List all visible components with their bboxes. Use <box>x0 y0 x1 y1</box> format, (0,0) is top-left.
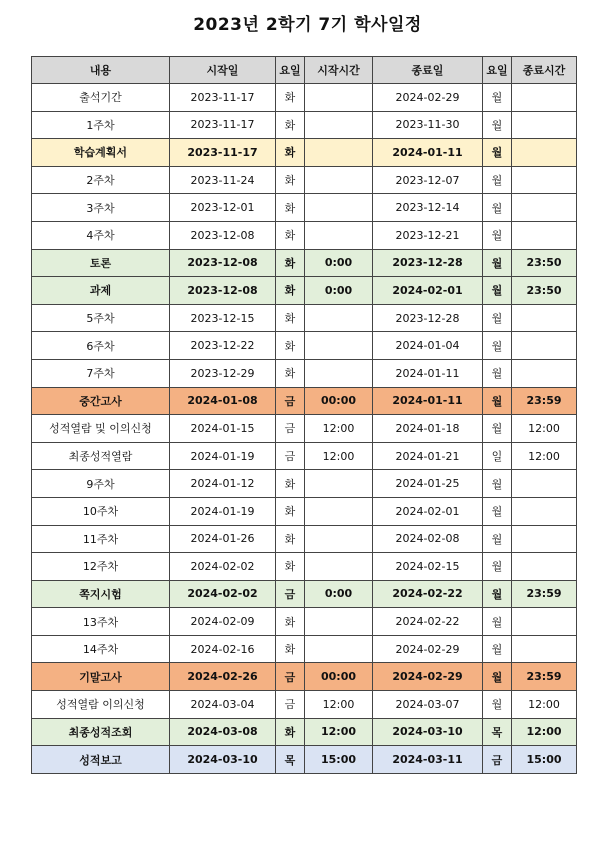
table-row <box>32 635 577 663</box>
cell-end-day: 월 <box>483 663 512 691</box>
cell-content: 3주차 <box>32 194 170 222</box>
header-start-day: 요일 <box>276 57 305 84</box>
table-row <box>32 470 577 498</box>
cell-start-day: 금 <box>276 415 305 443</box>
page-title: 2023년 2학기 7기 학사일정 <box>193 15 422 35</box>
cell-end-date: 2023-12-07 <box>373 166 483 194</box>
cell-start-day: 금 <box>276 691 305 719</box>
cell-content: 5주차 <box>32 304 170 332</box>
table-row <box>32 718 577 746</box>
cell-content: 4주차 <box>32 221 170 249</box>
cell-start-time <box>305 635 373 663</box>
cell-end-date: 2023-12-14 <box>373 194 483 222</box>
cell-start-time <box>305 111 373 139</box>
cell-end-day: 월 <box>483 277 512 305</box>
cell-end-time <box>512 525 577 553</box>
cell-end-day: 목 <box>483 718 512 746</box>
table-row <box>32 691 577 719</box>
cell-content: 중간고사 <box>32 387 170 415</box>
header-content: 내용 <box>32 57 170 84</box>
cell-end-date: 2023-12-28 <box>373 304 483 332</box>
cell-end-date: 2024-02-22 <box>373 580 483 608</box>
cell-end-date: 2024-02-29 <box>373 635 483 663</box>
cell-start-date: 2024-03-10 <box>170 746 276 774</box>
table-row <box>32 359 577 387</box>
cell-start-day: 화 <box>276 359 305 387</box>
cell-content: 성적보고 <box>32 746 170 774</box>
cell-content: 12주차 <box>32 553 170 581</box>
cell-end-day: 월 <box>483 359 512 387</box>
cell-content: 쪽지시험 <box>32 580 170 608</box>
cell-start-date: 2024-01-19 <box>170 442 276 470</box>
cell-start-day: 화 <box>276 608 305 636</box>
table-row <box>32 84 577 112</box>
cell-start-time: 12:00 <box>305 718 373 746</box>
cell-end-time <box>512 497 577 525</box>
cell-start-day: 화 <box>276 525 305 553</box>
cell-start-day: 화 <box>276 635 305 663</box>
table-row <box>32 249 577 277</box>
cell-start-day: 화 <box>276 497 305 525</box>
cell-start-day: 화 <box>276 139 305 167</box>
table-row <box>32 580 577 608</box>
cell-start-day: 화 <box>276 277 305 305</box>
cell-end-time: 23:50 <box>512 249 577 277</box>
cell-end-time <box>512 111 577 139</box>
cell-end-day: 월 <box>483 525 512 553</box>
table-row <box>32 442 577 470</box>
cell-end-time <box>512 608 577 636</box>
cell-end-day: 월 <box>483 470 512 498</box>
cell-end-day: 월 <box>483 194 512 222</box>
cell-end-day: 월 <box>483 415 512 443</box>
cell-end-date: 2024-03-11 <box>373 746 483 774</box>
cell-end-time <box>512 221 577 249</box>
cell-start-date: 2023-12-08 <box>170 249 276 277</box>
cell-start-day: 화 <box>276 221 305 249</box>
cell-content: 2주차 <box>32 166 170 194</box>
cell-end-day: 월 <box>483 249 512 277</box>
cell-end-time: 12:00 <box>512 718 577 746</box>
cell-end-time <box>512 84 577 112</box>
cell-end-day: 월 <box>483 84 512 112</box>
cell-start-day: 화 <box>276 166 305 194</box>
cell-content: 출석기간 <box>32 84 170 112</box>
cell-start-time <box>305 304 373 332</box>
cell-start-date: 2024-02-16 <box>170 635 276 663</box>
cell-start-time: 0:00 <box>305 277 373 305</box>
table-row <box>32 663 577 691</box>
cell-start-date: 2024-02-09 <box>170 608 276 636</box>
cell-start-day: 금 <box>276 580 305 608</box>
cell-end-time: 23:59 <box>512 387 577 415</box>
cell-start-time: 00:00 <box>305 663 373 691</box>
table-row <box>32 332 577 360</box>
cell-start-date: 2024-01-08 <box>170 387 276 415</box>
cell-start-time <box>305 470 373 498</box>
table-row <box>32 525 577 553</box>
cell-end-day: 월 <box>483 139 512 167</box>
cell-content: 학습계획서 <box>32 139 170 167</box>
cell-content: 과제 <box>32 277 170 305</box>
cell-end-day: 월 <box>483 387 512 415</box>
table-row <box>32 387 577 415</box>
cell-end-date: 2024-02-29 <box>373 84 483 112</box>
cell-end-date: 2024-02-22 <box>373 608 483 636</box>
cell-end-time: 23:59 <box>512 663 577 691</box>
cell-start-date: 2023-11-24 <box>170 166 276 194</box>
cell-start-time <box>305 553 373 581</box>
cell-end-date: 2024-01-11 <box>373 139 483 167</box>
cell-end-day: 월 <box>483 332 512 360</box>
cell-start-time <box>305 332 373 360</box>
cell-start-time <box>305 166 373 194</box>
cell-end-day: 월 <box>483 166 512 194</box>
cell-end-time <box>512 304 577 332</box>
cell-start-day: 화 <box>276 304 305 332</box>
cell-end-date: 2024-02-08 <box>373 525 483 553</box>
cell-start-time <box>305 194 373 222</box>
cell-content: 11주차 <box>32 525 170 553</box>
cell-start-date: 2023-11-17 <box>170 111 276 139</box>
cell-start-day: 화 <box>276 332 305 360</box>
cell-content: 7주차 <box>32 359 170 387</box>
cell-start-time <box>305 139 373 167</box>
cell-start-time <box>305 497 373 525</box>
table-row <box>32 497 577 525</box>
cell-start-date: 2024-01-26 <box>170 525 276 553</box>
cell-start-time <box>305 221 373 249</box>
table-row <box>32 139 577 167</box>
cell-end-day: 월 <box>483 111 512 139</box>
cell-start-date: 2023-12-08 <box>170 277 276 305</box>
table-row <box>32 166 577 194</box>
cell-end-time: 15:00 <box>512 746 577 774</box>
table-row <box>32 746 577 774</box>
cell-end-day: 월 <box>483 691 512 719</box>
cell-start-day: 화 <box>276 249 305 277</box>
cell-start-day: 목 <box>276 746 305 774</box>
cell-end-date: 2024-02-01 <box>373 497 483 525</box>
cell-start-day: 화 <box>276 194 305 222</box>
cell-content: 기말고사 <box>32 663 170 691</box>
cell-start-date: 2024-03-04 <box>170 691 276 719</box>
cell-end-date: 2024-01-11 <box>373 359 483 387</box>
cell-start-date: 2023-12-01 <box>170 194 276 222</box>
cell-end-date: 2024-03-10 <box>373 718 483 746</box>
cell-start-time <box>305 525 373 553</box>
cell-start-day: 화 <box>276 718 305 746</box>
cell-end-day: 월 <box>483 608 512 636</box>
cell-end-day: 월 <box>483 221 512 249</box>
cell-start-time: 12:00 <box>305 442 373 470</box>
cell-end-time <box>512 166 577 194</box>
cell-start-date: 2023-12-22 <box>170 332 276 360</box>
cell-end-day: 월 <box>483 497 512 525</box>
cell-end-time <box>512 194 577 222</box>
cell-end-day: 월 <box>483 304 512 332</box>
cell-end-time: 12:00 <box>512 691 577 719</box>
cell-start-time: 00:00 <box>305 387 373 415</box>
cell-end-date: 2024-01-18 <box>373 415 483 443</box>
cell-start-date: 2023-12-08 <box>170 221 276 249</box>
cell-start-time <box>305 359 373 387</box>
cell-start-day: 화 <box>276 470 305 498</box>
cell-start-date: 2023-12-15 <box>170 304 276 332</box>
cell-content: 10주차 <box>32 497 170 525</box>
cell-content: 14주차 <box>32 635 170 663</box>
cell-end-date: 2023-12-28 <box>373 249 483 277</box>
cell-end-date: 2024-02-29 <box>373 663 483 691</box>
header-start-time: 시작시간 <box>305 57 373 84</box>
cell-content: 1주차 <box>32 111 170 139</box>
header-end-day: 요일 <box>483 57 512 84</box>
cell-start-date: 2023-12-29 <box>170 359 276 387</box>
cell-end-time: 12:00 <box>512 415 577 443</box>
cell-start-time <box>305 84 373 112</box>
cell-start-time: 12:00 <box>305 691 373 719</box>
cell-content: 9주차 <box>32 470 170 498</box>
cell-start-date: 2024-02-26 <box>170 663 276 691</box>
cell-content: 성적열람 이의신청 <box>32 691 170 719</box>
table-row <box>32 194 577 222</box>
table-header-row <box>32 57 577 84</box>
cell-start-date: 2024-01-15 <box>170 415 276 443</box>
cell-content: 6주차 <box>32 332 170 360</box>
cell-end-date: 2024-03-07 <box>373 691 483 719</box>
table-row <box>32 277 577 305</box>
cell-start-date: 2024-02-02 <box>170 580 276 608</box>
cell-start-day: 화 <box>276 553 305 581</box>
cell-start-time <box>305 608 373 636</box>
cell-end-time: 23:59 <box>512 580 577 608</box>
cell-end-time <box>512 470 577 498</box>
cell-start-time: 0:00 <box>305 580 373 608</box>
cell-content: 토론 <box>32 249 170 277</box>
cell-end-date: 2024-02-15 <box>373 553 483 581</box>
cell-end-date: 2023-11-30 <box>373 111 483 139</box>
cell-end-date: 2024-01-21 <box>373 442 483 470</box>
cell-end-day: 일 <box>483 442 512 470</box>
cell-start-date: 2024-02-02 <box>170 553 276 581</box>
cell-start-day: 금 <box>276 387 305 415</box>
cell-start-time: 0:00 <box>305 249 373 277</box>
cell-end-time: 12:00 <box>512 442 577 470</box>
header-end-time: 종료시간 <box>512 57 577 84</box>
table-row <box>32 111 577 139</box>
cell-start-date: 2024-01-12 <box>170 470 276 498</box>
cell-content: 최종성적열람 <box>32 442 170 470</box>
cell-end-time <box>512 359 577 387</box>
table-row <box>32 304 577 332</box>
table-body <box>32 84 577 774</box>
table-row <box>32 221 577 249</box>
cell-start-time: 12:00 <box>305 415 373 443</box>
table-row <box>32 608 577 636</box>
cell-start-date: 2023-11-17 <box>170 139 276 167</box>
cell-content: 13주차 <box>32 608 170 636</box>
cell-end-day: 월 <box>483 635 512 663</box>
cell-end-time <box>512 332 577 360</box>
schedule-table <box>31 56 577 774</box>
table-row <box>32 553 577 581</box>
cell-content: 최종성적조회 <box>32 718 170 746</box>
cell-end-date: 2024-01-11 <box>373 387 483 415</box>
cell-start-day: 금 <box>276 663 305 691</box>
cell-end-date: 2023-12-21 <box>373 221 483 249</box>
cell-start-day: 화 <box>276 84 305 112</box>
cell-end-time <box>512 553 577 581</box>
header-start-date: 시작일 <box>170 57 276 84</box>
cell-content: 성적열람 및 이의신청 <box>32 415 170 443</box>
cell-end-date: 2024-01-25 <box>373 470 483 498</box>
cell-start-time: 15:00 <box>305 746 373 774</box>
table-row <box>32 415 577 443</box>
cell-end-date: 2024-01-04 <box>373 332 483 360</box>
cell-start-date: 2024-01-19 <box>170 497 276 525</box>
cell-end-day: 금 <box>483 746 512 774</box>
cell-end-day: 월 <box>483 580 512 608</box>
cell-end-time: 23:50 <box>512 277 577 305</box>
cell-start-date: 2024-03-08 <box>170 718 276 746</box>
cell-start-day: 금 <box>276 442 305 470</box>
cell-end-day: 월 <box>483 553 512 581</box>
cell-start-date: 2023-11-17 <box>170 84 276 112</box>
header-end-date: 종료일 <box>373 57 483 84</box>
cell-end-time <box>512 635 577 663</box>
cell-end-date: 2024-02-01 <box>373 277 483 305</box>
cell-end-time <box>512 139 577 167</box>
cell-start-day: 화 <box>276 111 305 139</box>
